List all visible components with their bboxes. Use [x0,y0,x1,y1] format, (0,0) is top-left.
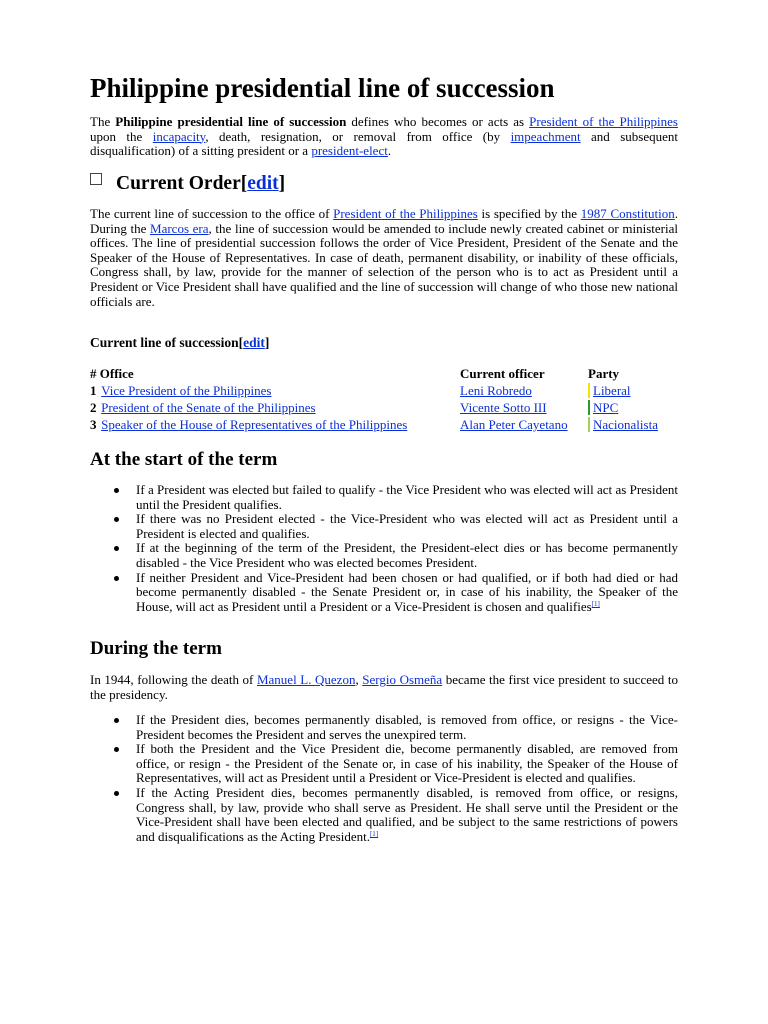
para-text: The current line of succession to the office of [90,206,334,221]
link-incapacity[interactable]: incapacity [152,128,206,144]
during-term-paragraph: In 1944, following the death of Manuel L. Quezon, Sergio Osmeña became the first vice president to succeed to the presidency. [90,672,678,702]
officer-link[interactable]: Leni Robredo [460,383,532,398]
intro-text: and subsequent disqualification) of a sitting president or a [90,128,678,159]
collapse-checkbox-icon[interactable] [90,173,102,185]
intro-paragraph [90,115,678,159]
page-title: Philippine presidential line of succession [90,73,555,103]
link-1987-constitution[interactable]: 1987 Constitution [580,206,675,221]
during-term-list [90,713,678,844]
column-header-party: Party [588,366,620,381]
list-item: If there was no President elected - the Vice-President who was elected will act as President until a President is elected and qualifies. [90,512,678,541]
list-item: If both the President and the Vice President die, become permanently disabled, are removed from office, or resign - the President of the Senate or, in case of his inability, the Speaker of the House of Representatives, will act as President until a President or Vice-President is elected and qualifies. [90,742,678,786]
bullet-icon [114,546,119,551]
bullet-icon [114,747,119,752]
para-text: , the line of succession would be amended to include newly created cabinet or ministerial offices. The line of presidential succession follows the order of Vice President, President of the Senate and the Speaker of the House of Representatives. In case of death, permanent disability, or inability of these officials, Congress shall, by law, provide for the manner of selection of the person who is to act as President until a President or Vice President shall have qualified and the line of succession will change of who those new national officials are. [90,220,679,309]
row-number: 3 [90,417,97,432]
link-manuel-l-quezon[interactable]: Manuel L. Quezon [256,672,356,687]
list-item: If a President was elected but failed to qualify - the Vice President who was elected will act as President until the President qualifies. [90,483,678,512]
intro-text: defines who becomes or acts as [346,114,530,129]
bullet-icon [114,791,119,796]
link-president-of-the-philippines[interactable]: President of the Philippines [529,114,678,129]
list-item: If neither President and Vice-President had been chosen or had qualified, or if both had died or had become permanently disabled - the Senate President or, in case of his inability, the Speaker of the House, will act as President until a President or a Vice-President is chosen and qualifies[1] [90,571,678,615]
link-president-of-the-philippines[interactable]: President of the Philippines [333,206,478,221]
start-of-term-list [90,483,678,614]
section-heading-start-of-term: At the start of the term [90,449,278,470]
edit-link[interactable]: edit [247,173,279,194]
bullet-icon [114,576,119,581]
link-sergio-osmena[interactable]: Sergio Osmeña [362,672,443,687]
party-link[interactable]: NPC [593,400,619,415]
subsection-heading-current-line: Current line of succession[edit] [90,335,270,350]
reference-link[interactable]: [1] [591,599,600,608]
succession-table [90,365,658,433]
link-president-elect[interactable]: president-elect [311,143,388,159]
link-marcos-era[interactable]: Marcos era [150,220,209,236]
party-color-swatch [588,400,590,415]
bullet-icon [114,517,119,522]
edit-link[interactable]: edit [243,335,265,350]
table-header-row [90,365,658,382]
table-row [90,416,658,433]
section-heading-current-order: Current Order[edit] [90,172,285,196]
subsection-heading-text: Current line of succession [90,335,239,350]
table-row [90,382,658,399]
bullet-icon [114,488,119,493]
intro-text: upon the [90,128,153,144]
table-row [90,399,658,416]
list-item: If the President dies, becomes permanently disabled, is removed from office, or resigns - the Vice-President becomes the President and serves the unexpired term. [90,713,678,742]
intro-text: , death, resignation, or removal from office (by [205,128,511,144]
section-heading-text: Current Order [116,173,241,194]
office-link[interactable]: Speaker of the House of Representatives of the Philippines [101,417,408,432]
office-link[interactable]: Vice President of the Philippines [101,383,272,398]
row-number: 2 [90,400,97,415]
party-link[interactable]: Liberal [593,383,631,398]
row-number: 1 [90,383,97,398]
column-header-officer: Current officer [460,366,545,381]
officer-link[interactable]: Alan Peter Cayetano [460,417,568,432]
section-heading-during-term: During the term [90,638,222,659]
link-impeachment[interactable]: impeachment [510,128,581,144]
reference-link[interactable]: [1] [369,829,379,838]
intro-bold-term: Philippine presidential line of succession [115,114,347,129]
list-item: If the Acting President dies, becomes permanently disabled, is removed from office, or resigns, Congress shall, by law, provide who shall serve as President. He shall serve until the President or the Vice-President shall have been elected and qualified, and be subject to the same restrictions of powers and disqualifications as the Acting President.[1] [90,786,678,844]
party-color-swatch [588,383,590,398]
party-link[interactable]: Nacionalista [593,417,658,432]
bullet-icon [114,718,119,723]
office-link[interactable]: President of the Senate of the Philippines [101,400,316,415]
intro-text: The [90,114,116,129]
list-item: If at the beginning of the term of the President, the President-elect dies or has become permanently disabled - the Vice President who was elected becomes President. [90,541,678,570]
para-text: . During the [90,206,678,236]
column-header-office: # Office [90,366,134,381]
intro-text: . [387,143,392,159]
para-text: is specified by the [477,206,581,221]
current-order-paragraph [90,207,678,309]
officer-link[interactable]: Vicente Sotto III [460,400,547,415]
party-color-swatch [588,417,590,432]
